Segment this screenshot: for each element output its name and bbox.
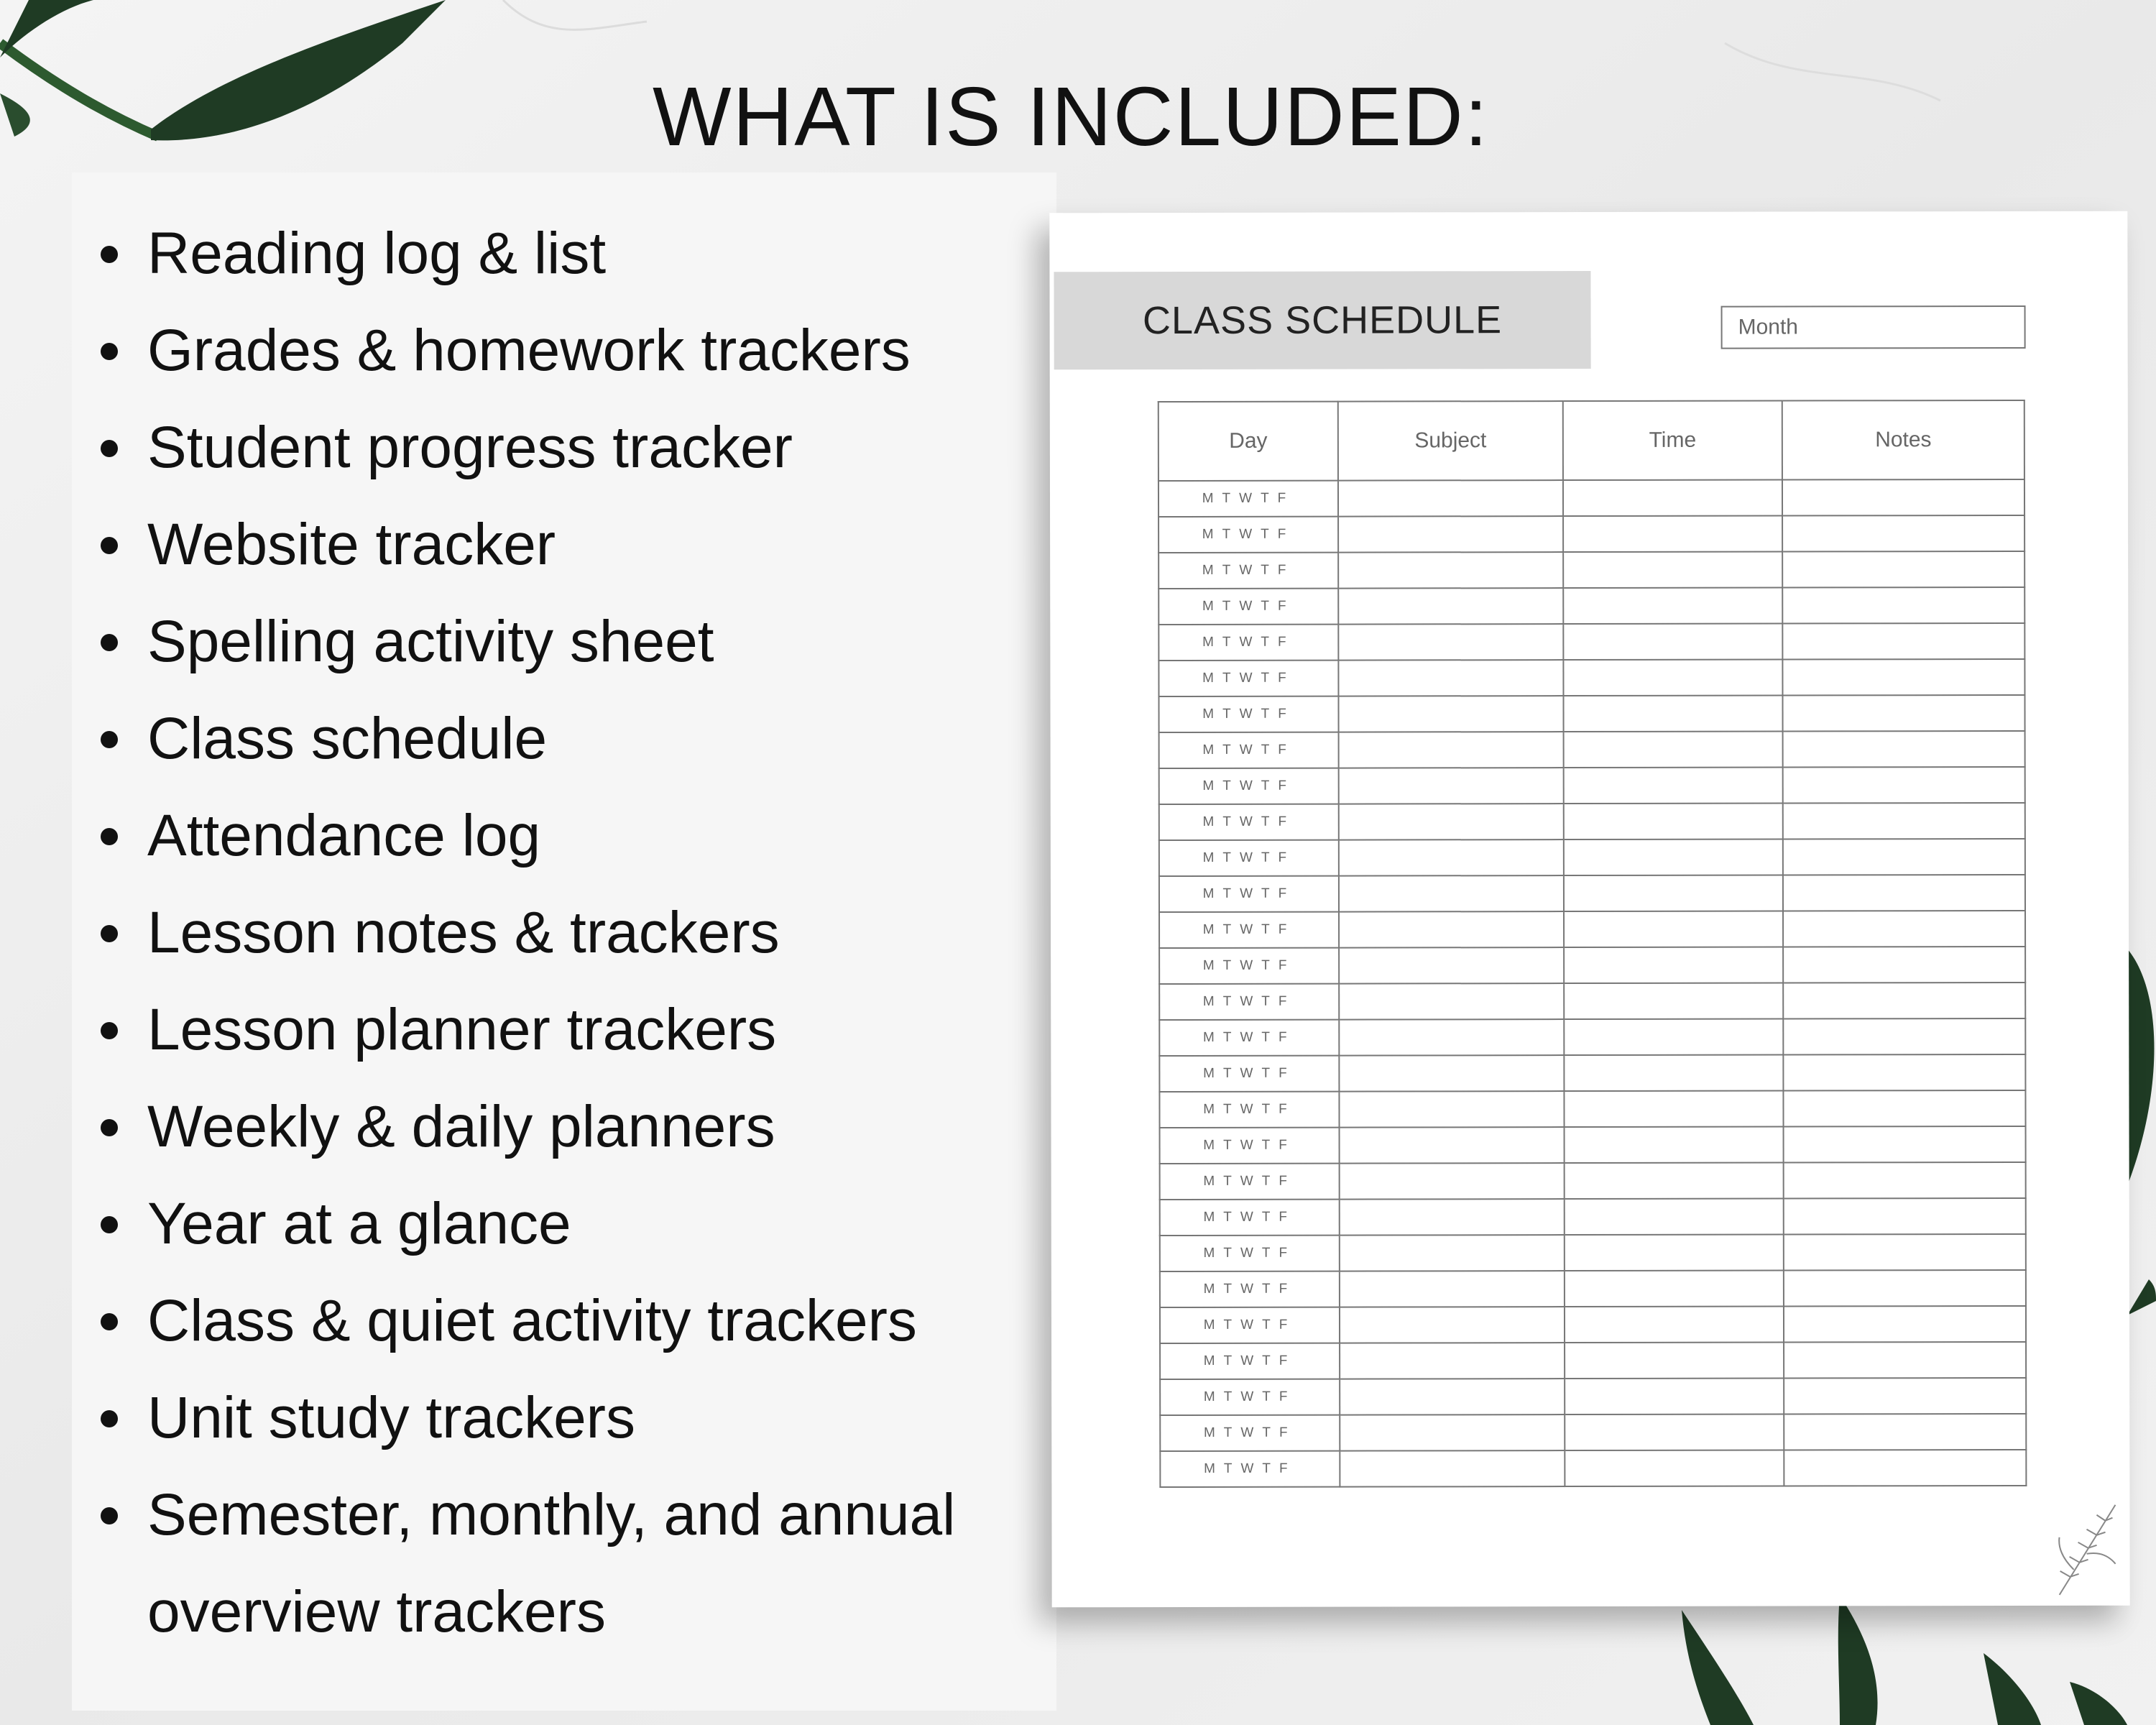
day-cell: MTWTF bbox=[1158, 553, 1338, 589]
notes-cell bbox=[1782, 587, 2024, 624]
day-cell: MTWTF bbox=[1159, 768, 1339, 804]
table-row bbox=[1159, 1018, 2025, 1056]
table-row bbox=[1159, 1054, 2025, 1092]
time-cell bbox=[1564, 1019, 1783, 1056]
table-row bbox=[1158, 551, 2024, 589]
day-cell: MTWTF bbox=[1160, 1200, 1340, 1236]
day-cell: MTWTF bbox=[1159, 912, 1339, 948]
notes-cell bbox=[1784, 1414, 2026, 1450]
bullet-icon bbox=[101, 925, 118, 942]
day-cell: MTWTF bbox=[1160, 1307, 1340, 1343]
time-cell bbox=[1563, 624, 1782, 661]
notes-cell bbox=[1783, 947, 2025, 983]
day-cell: MTWTF bbox=[1160, 1343, 1340, 1379]
list-item: Student progress tracker bbox=[97, 399, 955, 496]
subject-cell bbox=[1340, 1163, 1565, 1200]
notes-cell bbox=[1782, 659, 2024, 696]
day-cell: MTWTF bbox=[1158, 517, 1338, 553]
time-cell bbox=[1564, 947, 1783, 984]
day-cell: MTWTF bbox=[1158, 625, 1338, 661]
list-item: Semester, monthly, and annual bbox=[97, 1466, 955, 1563]
day-cell: MTWTF bbox=[1159, 984, 1339, 1020]
day-cell: MTWTF bbox=[1160, 1451, 1340, 1487]
table-row bbox=[1158, 659, 2024, 696]
day-cell: MTWTF bbox=[1160, 1271, 1340, 1307]
bullet-icon bbox=[101, 1119, 118, 1136]
schedule-table bbox=[1158, 400, 2027, 1488]
subject-cell bbox=[1338, 696, 1563, 732]
notes-cell bbox=[1783, 1054, 2025, 1091]
notes-cell bbox=[1784, 1378, 2026, 1414]
month-field bbox=[1721, 305, 2026, 349]
notes-cell bbox=[1784, 1450, 2026, 1486]
subject-cell bbox=[1339, 768, 1564, 804]
time-cell bbox=[1563, 552, 1782, 589]
time-cell bbox=[1564, 983, 1783, 1020]
table-row bbox=[1159, 875, 2025, 912]
column-header-day: Day bbox=[1158, 402, 1338, 481]
notes-cell bbox=[1782, 551, 2024, 588]
table-row bbox=[1160, 1198, 2026, 1236]
bullet-icon bbox=[101, 634, 118, 651]
bullet-icon bbox=[101, 1216, 118, 1233]
subject-cell bbox=[1338, 480, 1563, 517]
time-cell bbox=[1565, 1343, 1784, 1379]
time-cell bbox=[1564, 911, 1783, 948]
notes-cell bbox=[1784, 1198, 2026, 1235]
notes-cell bbox=[1783, 803, 2025, 840]
subject-cell bbox=[1338, 516, 1563, 553]
day-cell: MTWTF bbox=[1159, 1020, 1339, 1056]
list-item: Unit study trackers bbox=[97, 1369, 955, 1466]
table-row bbox=[1158, 695, 2024, 732]
list-item: Lesson planner trackers bbox=[97, 981, 955, 1078]
table-row bbox=[1160, 1234, 2026, 1271]
list-item: Spelling activity sheet bbox=[97, 593, 955, 690]
table-row bbox=[1158, 623, 2024, 661]
notes-cell bbox=[1783, 1090, 2025, 1127]
notes-cell bbox=[1784, 1234, 2026, 1271]
title-band bbox=[1054, 271, 1590, 369]
time-cell bbox=[1564, 840, 1783, 876]
column-header-time: Time bbox=[1563, 401, 1782, 481]
time-cell bbox=[1565, 1163, 1784, 1200]
subject-cell bbox=[1338, 624, 1563, 661]
table-row bbox=[1159, 839, 2025, 876]
table-row bbox=[1160, 1126, 2026, 1164]
column-header-notes: Notes bbox=[1782, 400, 2024, 480]
month-label: Month bbox=[1738, 315, 1799, 339]
day-cell: MTWTF bbox=[1159, 1092, 1339, 1128]
subject-cell bbox=[1339, 875, 1564, 912]
subject-cell bbox=[1339, 1055, 1564, 1092]
time-cell bbox=[1563, 480, 1782, 517]
subject-cell bbox=[1340, 1414, 1565, 1451]
table-row bbox=[1158, 587, 2024, 625]
class-schedule-sheet bbox=[1049, 211, 2129, 1608]
day-cell: MTWTF bbox=[1160, 1379, 1340, 1415]
subject-cell bbox=[1340, 1271, 1565, 1307]
sprig-icon bbox=[2045, 1498, 2124, 1598]
notes-cell bbox=[1782, 479, 2024, 516]
day-cell: MTWTF bbox=[1160, 1236, 1340, 1271]
time-cell bbox=[1565, 1307, 1784, 1343]
table-row bbox=[1159, 911, 2025, 948]
table-row bbox=[1160, 1342, 2026, 1379]
time-cell bbox=[1565, 1414, 1784, 1451]
table-row bbox=[1160, 1414, 2026, 1451]
bullet-icon bbox=[101, 1313, 118, 1330]
time-cell bbox=[1564, 804, 1783, 840]
bullet-icon bbox=[101, 440, 118, 457]
day-cell: MTWTF bbox=[1158, 481, 1338, 517]
notes-cell bbox=[1783, 839, 2025, 875]
table-header-row bbox=[1158, 400, 2024, 481]
subject-cell bbox=[1339, 1019, 1564, 1056]
column-header-subject: Subject bbox=[1338, 401, 1563, 481]
bullet-icon bbox=[101, 828, 118, 845]
time-cell bbox=[1565, 1199, 1784, 1236]
time-cell bbox=[1564, 1091, 1783, 1128]
subject-cell bbox=[1338, 660, 1563, 696]
day-cell: MTWTF bbox=[1160, 1164, 1340, 1200]
subject-cell bbox=[1339, 911, 1564, 948]
table-row bbox=[1159, 947, 2025, 984]
bullet-icon bbox=[101, 1022, 118, 1039]
list-item: Year at a glance bbox=[97, 1175, 955, 1272]
list-item-continuation: overview trackers bbox=[147, 1579, 606, 1644]
table-row bbox=[1160, 1306, 2026, 1343]
table-row bbox=[1160, 1162, 2026, 1200]
list-item: Weekly & daily planners bbox=[97, 1078, 955, 1175]
list-item: Class & quiet activity trackers bbox=[97, 1272, 955, 1369]
bullet-icon bbox=[101, 1507, 118, 1524]
day-cell: MTWTF bbox=[1158, 661, 1338, 696]
bullet-icon bbox=[101, 246, 118, 263]
table-row bbox=[1159, 731, 2025, 768]
time-cell bbox=[1563, 660, 1782, 696]
bullet-icon bbox=[101, 343, 118, 360]
sheet-title: CLASS SCHEDULE bbox=[1142, 298, 1503, 343]
list-item: Attendance log bbox=[97, 787, 955, 884]
time-cell bbox=[1564, 1055, 1783, 1092]
notes-cell bbox=[1783, 731, 2025, 768]
subject-cell bbox=[1340, 1235, 1565, 1271]
page-headline: WHAT IS INCLUDED: bbox=[652, 70, 1490, 163]
time-cell bbox=[1565, 1450, 1784, 1487]
list-item: Grades & homework trackers bbox=[97, 302, 955, 399]
time-cell bbox=[1565, 1235, 1784, 1271]
day-cell: MTWTF bbox=[1159, 1056, 1339, 1092]
time-cell bbox=[1563, 696, 1782, 732]
bullet-icon bbox=[101, 731, 118, 748]
list-item: Reading log & list bbox=[97, 205, 955, 302]
time-cell bbox=[1565, 1271, 1784, 1307]
subject-cell bbox=[1340, 1307, 1565, 1343]
notes-cell bbox=[1784, 1306, 2026, 1343]
subject-cell bbox=[1340, 1343, 1565, 1379]
notes-cell bbox=[1784, 1342, 2026, 1379]
time-cell bbox=[1564, 875, 1783, 912]
subject-cell bbox=[1340, 1450, 1565, 1487]
table-row bbox=[1159, 803, 2025, 840]
bullet-icon bbox=[101, 537, 118, 554]
subject-cell bbox=[1339, 804, 1564, 840]
day-cell: MTWTF bbox=[1158, 696, 1338, 732]
time-cell bbox=[1565, 1127, 1784, 1164]
table-row bbox=[1159, 983, 2025, 1020]
notes-cell bbox=[1783, 1018, 2025, 1055]
subject-cell bbox=[1340, 1379, 1565, 1415]
day-cell: MTWTF bbox=[1160, 1415, 1340, 1451]
subject-cell bbox=[1338, 588, 1563, 625]
day-cell: MTWTF bbox=[1159, 948, 1339, 984]
time-cell bbox=[1565, 1379, 1784, 1415]
day-cell: MTWTF bbox=[1159, 732, 1339, 768]
table-row bbox=[1159, 1090, 2025, 1128]
notes-cell bbox=[1783, 983, 2025, 1019]
subject-cell bbox=[1340, 1199, 1565, 1236]
notes-cell bbox=[1782, 623, 2024, 660]
day-cell: MTWTF bbox=[1159, 840, 1339, 876]
day-cell: MTWTF bbox=[1159, 804, 1339, 840]
table-row bbox=[1160, 1270, 2026, 1307]
notes-cell bbox=[1784, 1162, 2026, 1199]
subject-cell bbox=[1339, 947, 1564, 984]
subject-cell bbox=[1339, 1091, 1564, 1128]
bullet-icon bbox=[101, 1410, 118, 1427]
day-cell: MTWTF bbox=[1158, 589, 1338, 625]
list-item: Lesson notes & trackers bbox=[97, 884, 955, 981]
table-row bbox=[1160, 1378, 2026, 1415]
notes-cell bbox=[1783, 911, 2025, 947]
table-row bbox=[1160, 1450, 2026, 1487]
notes-cell bbox=[1784, 1126, 2026, 1163]
subject-cell bbox=[1339, 983, 1564, 1020]
notes-cell bbox=[1782, 515, 2024, 552]
time-cell bbox=[1564, 732, 1783, 768]
list-item: Class schedule bbox=[97, 690, 955, 787]
table-row bbox=[1158, 479, 2024, 517]
subject-cell bbox=[1338, 552, 1563, 589]
table-row bbox=[1158, 515, 2024, 553]
subject-cell bbox=[1339, 840, 1564, 876]
day-cell: MTWTF bbox=[1159, 876, 1339, 912]
list-item: Website tracker bbox=[97, 496, 955, 593]
notes-cell bbox=[1783, 767, 2025, 804]
subject-cell bbox=[1339, 732, 1564, 768]
time-cell bbox=[1563, 588, 1782, 625]
notes-cell bbox=[1783, 875, 2025, 911]
subject-cell bbox=[1340, 1127, 1565, 1164]
table-row bbox=[1159, 767, 2025, 804]
notes-cell bbox=[1782, 695, 2024, 732]
day-cell: MTWTF bbox=[1160, 1128, 1340, 1164]
schedule-rows bbox=[1158, 479, 2026, 1487]
notes-cell bbox=[1784, 1270, 2026, 1307]
feature-list bbox=[97, 205, 955, 1660]
time-cell bbox=[1563, 516, 1782, 553]
time-cell bbox=[1564, 768, 1783, 804]
